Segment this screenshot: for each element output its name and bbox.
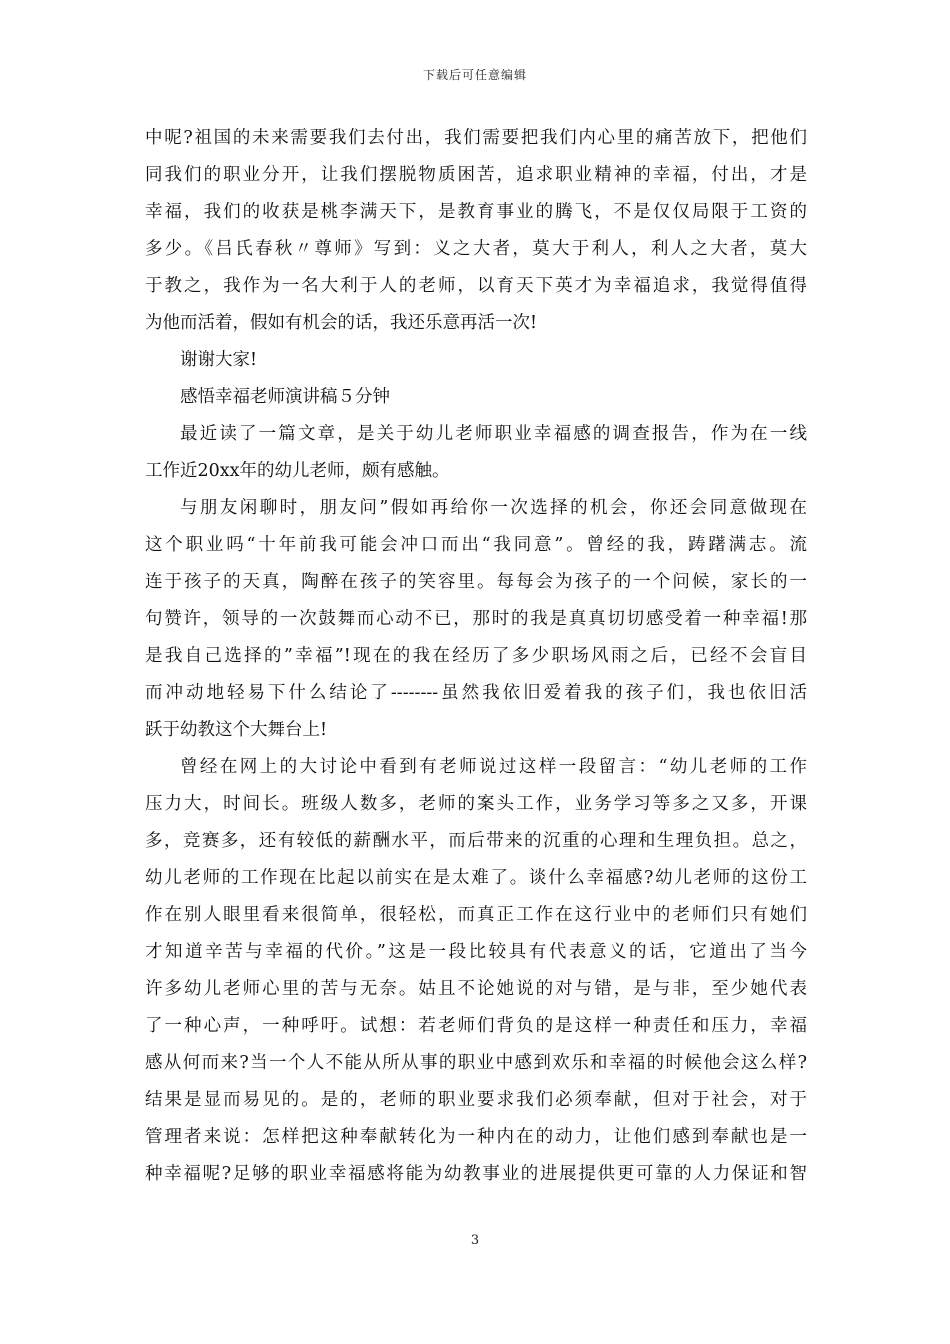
text-line: 而冲动地轻易下什么结论了--------虽然我依旧爱着我的孩子们，我也依旧活 bbox=[145, 683, 807, 703]
text-line: 作在别人眼里看来很简单，很轻松，而真正工作在这行业中的老师们只有她们 bbox=[145, 905, 807, 925]
text-line: 管理者来说：怎样把这种奉献转化为一种内在的动力，让他们感到奉献也是一 bbox=[145, 1127, 807, 1147]
text-line: 种幸福呢?足够的职业幸福感将能为幼教事业的进展提供更可靠的人力保证和智 bbox=[145, 1164, 807, 1184]
text-line: 感从何而来?当一个人不能从所从事的职业中感到欢乐和幸福的时候他会这么样? bbox=[145, 1053, 807, 1073]
text-line: 与朋友闲聊时，朋友问”假如再给你一次选择的机会，你还会同意做现在 bbox=[180, 498, 807, 518]
text-line: 是我自己选择的”幸福”!现在的我在经历了多少职场风雨之后，已经不会盲目 bbox=[145, 646, 807, 666]
text-line: 结果是显而易见的。是的，老师的职业要求我们必须奉献，但对于社会，对于 bbox=[145, 1090, 807, 1110]
page-header: 下载后可任意编辑 bbox=[422, 68, 527, 82]
text-line: 中呢?祖国的未来需要我们去付出，我们需要把我们内心里的痛苦放下，把他们 bbox=[145, 128, 807, 148]
text-line: 了一种心声，一种呼吁。试想：若老师们背负的是这样一种责任和压力，幸福 bbox=[145, 1016, 807, 1036]
text-line: 跃于幼教这个大舞台上! bbox=[145, 720, 328, 740]
text-line: 许多幼儿老师心里的苦与无奈。姑且不论她说的对与错，是与非，至少她代表 bbox=[145, 979, 807, 999]
text-line: 工作近20xx年的幼儿老师，颇有感触。 bbox=[145, 461, 450, 481]
text-line: 于教之，我作为一名大利于人的老师，以育天下英才为幸福追求，我觉得值得 bbox=[145, 276, 807, 296]
text-line: 才知道辛苦与幸福的代价。”这是一段比较具有代表意义的话，它道出了当今 bbox=[145, 942, 807, 962]
page-number: 3 bbox=[470, 1233, 480, 1248]
text-line: 同我们的职业分开，让我们摆脱物质困苦，追求职业精神的幸福，付出，才是 bbox=[145, 165, 807, 185]
text-line: 感悟幸福老师演讲稿５分钟 bbox=[180, 387, 390, 407]
text-line: 压力大，时间长。班级人数多，老师的案头工作，业务学习等多之又多，开课 bbox=[145, 794, 807, 814]
document-body bbox=[145, 120, 807, 1193]
text-line: 幸福，我们的收获是桃李满天下，是教育事业的腾飞，不是仅仅局限于工资的 bbox=[145, 202, 807, 222]
text-line: 多少。《吕氏春秋〃尊师》写到：义之大者，莫大于利人，利人之大者，莫大 bbox=[145, 239, 807, 259]
text-line: 幼儿老师的工作现在比起以前实在是太难了。谈什么幸福感?幼儿老师的这份工 bbox=[145, 868, 807, 888]
text-line: 句赞许，领导的一次鼓舞而心动不已，那时的我是真真切切感受着一种幸福!那 bbox=[145, 609, 807, 629]
text-line: 这个职业吗“十年前我可能会冲口而出“我同意”。曾经的我，踌躇满志。流 bbox=[145, 535, 807, 555]
text-line: 曾经在网上的大讨论中看到有老师说过这样一段留言：“幼儿老师的工作 bbox=[180, 757, 807, 777]
text-line: 连于孩子的天真，陶醉在孩子的笑容里。每每会为孩子的一个问候，家长的一 bbox=[145, 572, 807, 592]
text-line: 多，竞赛多，还有较低的薪酬水平，而后带来的沉重的心理和生理负担。总之， bbox=[145, 831, 807, 851]
text-line: 谢谢大家! bbox=[180, 350, 258, 370]
text-line: 最近读了一篇文章，是关于幼儿老师职业幸福感的调查报告，作为在一线 bbox=[180, 424, 807, 444]
text-line: 为他而活着，假如有机会的话，我还乐意再活一次! bbox=[145, 313, 538, 333]
